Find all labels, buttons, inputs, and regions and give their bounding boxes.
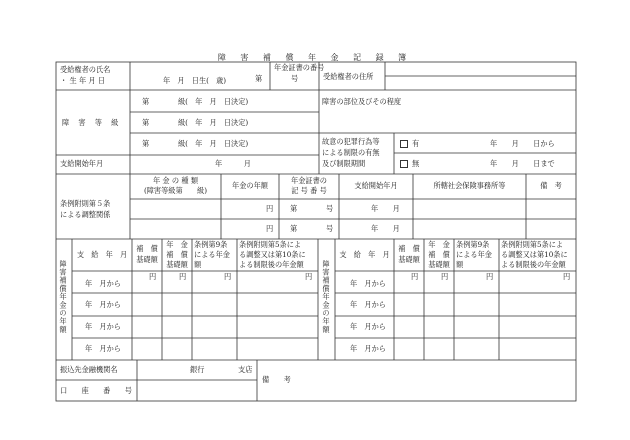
- annual-col-base-1-left: 補 償: [136, 244, 158, 253]
- annual-col-pension-1-left: 年 金: [166, 240, 188, 249]
- grade-row-3: 第 級( 年 月 日決定): [142, 139, 249, 148]
- option-yes[interactable]: [400, 140, 419, 148]
- adj-yen-2: 円: [266, 224, 274, 233]
- col-amount: 年金の年額: [232, 181, 268, 190]
- annual-col-pension-3-right: 基礎額: [428, 260, 450, 269]
- account-label: 口 座 番 号: [60, 386, 132, 395]
- address-label: 受給権者の住所: [323, 72, 374, 81]
- adjustment-label-2: による調整関係: [60, 210, 111, 219]
- annual-col-base-1-right: 補 償: [398, 244, 420, 253]
- form-title: 障 害 補 償 年 金 記 録 簿: [217, 53, 413, 62]
- crime-label-3: 及び制限期間: [322, 159, 366, 168]
- annual-col-base-2-left: 基礎額: [136, 255, 158, 264]
- birth-date-label: ・ 生 年 月 日: [60, 76, 106, 85]
- checkbox-yes[interactable]: [400, 140, 408, 148]
- annual-col-month-left: 支 給 年 月: [76, 250, 128, 259]
- annual-yen-adj-left: 円: [305, 272, 313, 281]
- annual-col-adj-1-right: 条例附則第5条によ: [501, 240, 564, 249]
- annual-col-art9-2-left: による年金: [194, 250, 230, 259]
- grade-row-2: 第 級( 年 月 日決定): [142, 118, 249, 127]
- annual-col-art9-1-left: 条例第9条: [194, 240, 228, 249]
- adj-no-prefix-1: 第: [290, 204, 298, 213]
- annual-col-base-2-right: 基礎額: [398, 255, 420, 264]
- annual-row-right-3: 年 月から: [350, 322, 386, 331]
- col-cert-2: 記 号 番 号: [291, 186, 327, 195]
- disability-label: 障害の部位及びその程度: [322, 97, 402, 106]
- grade-row-1: 第 級( 年 月 日決定): [142, 97, 249, 106]
- annual-yen-pension-left: 円: [179, 272, 187, 281]
- annual-col-pension-3-left: 基礎額: [166, 260, 188, 269]
- adjustment-label-1: 条例附則第５条: [60, 199, 111, 208]
- annual-row-left-3: 年 月から: [85, 322, 121, 331]
- recipient-name-label: 受給権者の氏名: [60, 65, 111, 74]
- annual-col-adj-3-left: よる制限後の年金額: [239, 260, 304, 269]
- restriction-until: 年 月 日まで: [490, 159, 555, 168]
- start-label: 支給開始年月: [60, 159, 104, 168]
- crime-label-2: による制限の有無: [322, 148, 380, 157]
- cert-no-value: 第 号: [255, 74, 299, 83]
- annual-yen-art9-left: 円: [224, 272, 232, 281]
- option-no-label: 無: [412, 159, 420, 168]
- annual-col-adj-1-left: 条例附則第5条によ: [239, 240, 302, 249]
- col-office: 所轄社会保険事務所等: [433, 181, 506, 190]
- cert-no-label: 年金証書の番号: [274, 63, 325, 72]
- annual-row-left-4: 年 月から: [85, 344, 121, 353]
- annual-col-adj-2-right: る調整又は第10条に: [501, 250, 568, 259]
- annual-yen-base-left: 円: [149, 272, 157, 281]
- annual-yen-art9-right: 円: [486, 272, 494, 281]
- annual-yen-pension-right: 円: [441, 272, 449, 281]
- annual-col-adj-2-left: る調整又は第10条に: [239, 250, 306, 259]
- adj-no-suffix-2: 号: [326, 224, 334, 233]
- annual-col-pension-1-right: 年 金: [428, 240, 450, 249]
- annual-yen-adj-right: 円: [563, 272, 571, 281]
- col-note: 備 考: [540, 181, 562, 190]
- bank-label: 振込先金融機関名: [60, 365, 118, 374]
- annual-row-right-4: 年 月から: [350, 344, 386, 353]
- checkbox-no[interactable]: [400, 160, 408, 168]
- adj-yen-1: 円: [266, 204, 274, 213]
- col-start: 支給開始年月: [354, 181, 398, 190]
- annual-col-art9-3-right: 額: [456, 260, 464, 269]
- annual-row-left-1: 年 月から: [85, 279, 121, 288]
- annual-col-art9-3-left: 額: [194, 260, 202, 269]
- adj-ym-1: 年 月: [371, 204, 400, 213]
- adj-no-prefix-2: 第: [290, 224, 298, 233]
- annual-row-right-2: 年 月から: [350, 300, 386, 309]
- restriction-from: 年 月 日から: [490, 139, 555, 148]
- annual-col-pension-2-left: 補 償: [166, 250, 188, 259]
- annual-row-right-1: 年 月から: [350, 279, 386, 288]
- option-no[interactable]: [400, 160, 419, 168]
- option-yes-label: 有: [412, 139, 420, 148]
- bank-suffix: 銀行: [190, 365, 205, 374]
- annual-col-art9-2-right: による年金: [456, 250, 492, 259]
- col-type-1: 年 金 の 種 類: [152, 176, 199, 185]
- birth-date-value: 年 月 日生( 歳): [163, 76, 227, 85]
- annual-col-month-right: 支 給 年 月: [339, 250, 390, 259]
- grade-label: 障 害 等 級: [62, 118, 120, 127]
- annual-side-label-right: 障害補償年金の年額: [322, 260, 331, 334]
- start-value: 年 月: [215, 159, 251, 168]
- bank-note-label: 備 考: [262, 375, 291, 384]
- col-type-2: (障害等級第 級): [143, 186, 208, 195]
- branch-suffix: 支店: [238, 365, 253, 374]
- col-cert-1: 年金証書の: [291, 176, 327, 185]
- annual-yen-base-right: 円: [411, 272, 419, 281]
- annual-col-pension-2-right: 補 償: [428, 250, 450, 259]
- annual-col-adj-3-right: よる制限後の年金額: [501, 260, 566, 269]
- adj-no-suffix-1: 号: [326, 204, 334, 213]
- adj-ym-2: 年 月: [371, 224, 400, 233]
- annual-col-art9-1-right: 条例第9条: [456, 240, 490, 249]
- annual-side-label-left: 障害補償年金の年額: [59, 260, 68, 334]
- annual-row-left-2: 年 月から: [85, 300, 121, 309]
- crime-label-1: 故意の犯罪行為等: [322, 137, 380, 146]
